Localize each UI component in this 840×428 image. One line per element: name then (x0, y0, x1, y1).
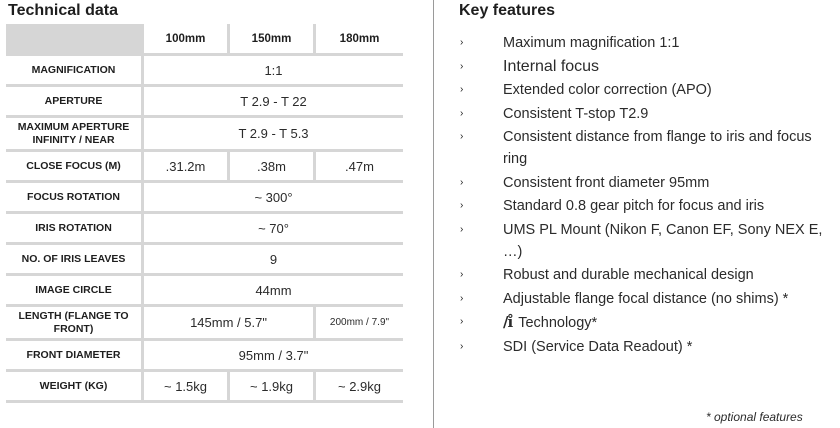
row-value: ~ 70° (144, 214, 403, 245)
table-row (6, 152, 403, 183)
table-row (6, 372, 403, 403)
table-header-row (6, 24, 403, 56)
row-value: .47m (316, 152, 403, 183)
row-value: .38m (230, 152, 316, 183)
list-item: › SDI (Service Data Readout) * (458, 336, 838, 358)
list-item: › Consistent front diameter 95mm (458, 172, 838, 194)
bullet-icon: › (460, 37, 464, 48)
table-row (6, 87, 403, 118)
table-row (6, 56, 403, 87)
list-item: › Maximum magnification 1:1 (458, 32, 838, 54)
bullet-icon: › (460, 176, 464, 188)
bullet-icon: › (460, 131, 464, 142)
row-value: 95mm / 3.7" (144, 341, 403, 372)
row-label: FRONT DIAMETER (6, 341, 144, 372)
table-row (6, 276, 403, 307)
bullet-icon: › (460, 316, 464, 327)
row-value: ~ 2.9kg (316, 372, 403, 403)
column-header: 180mm (316, 24, 403, 56)
row-value: ~ 300° (144, 183, 403, 214)
row-label: FOCUS ROTATION (6, 183, 144, 214)
row-label: NO. OF IRIS LEAVES (6, 245, 144, 276)
key-features-list (458, 32, 838, 359)
row-label: CLOSE FOCUS (M) (6, 152, 144, 183)
list-item: › UMS PL Mount (Nikon F, Canon EF, Sony NEX E, …) (458, 219, 838, 263)
row-value: 44mm (144, 276, 403, 307)
row-value: T 2.9 - T 22 (144, 87, 403, 118)
row-value: T 2.9 - T 5.3 (144, 118, 403, 152)
bullet-icon: › (460, 84, 464, 95)
table-corner (6, 24, 144, 56)
bullet-icon: › (460, 60, 464, 72)
row-value: 145mm / 5.7" (144, 307, 316, 341)
row-label: WEIGHT (KG) (6, 372, 144, 403)
list-item: › Extended color correction (APO) (458, 79, 838, 101)
bullet-icon: › (460, 223, 464, 235)
list-item: › /i̊ Technology* (460, 313, 598, 331)
list-item: › Standard 0.8 gear pitch for focus and iris (458, 195, 838, 217)
list-item: › Consistent T-stop T2.9 (458, 103, 838, 125)
table-row (6, 245, 403, 276)
table-row (6, 341, 403, 372)
bullet-icon: › (460, 107, 464, 119)
key-features-title: Key features (459, 2, 556, 19)
table-row (6, 183, 403, 214)
list-item: › Consistent distance from flange to iris and focus ring (458, 126, 838, 170)
section-divider (433, 0, 434, 428)
row-value: 1:1 (144, 56, 403, 87)
row-value: 200mm / 7.9" (316, 307, 403, 341)
row-label: IRIS ROTATION (6, 214, 144, 245)
row-label: IMAGE CIRCLE (6, 276, 144, 307)
row-label: APERTURE (6, 87, 144, 118)
column-header: 100mm (144, 24, 230, 56)
row-label: MAGNIFICATION (6, 56, 144, 87)
bullet-icon: › (460, 292, 464, 304)
bullet-icon: › (460, 340, 464, 352)
row-value: ~ 1.5kg (144, 372, 230, 403)
footnote: * optional features (706, 410, 803, 424)
list-item: › Adjustable flange focal distance (no shims) * (458, 288, 838, 310)
row-value: 9 (144, 245, 403, 276)
row-label: LENGTH (FLANGE TO FRONT) (6, 307, 144, 341)
row-value: ~ 1.9kg (230, 372, 316, 403)
row-value: .31.2m (144, 152, 230, 183)
technical-data-table (6, 24, 403, 403)
list-item: › Internal focus (458, 56, 838, 78)
table-row (6, 118, 403, 152)
column-header: 150mm (230, 24, 316, 56)
list-item: › Robust and durable mechanical design (458, 264, 838, 286)
table-row (6, 307, 403, 341)
technical-data-title: Technical data (8, 2, 118, 19)
table-row (6, 214, 403, 245)
technology-logo-icon: /i̊ (503, 313, 513, 331)
row-label: MAXIMUM APERTURE INFINITY / NEAR (6, 118, 144, 152)
bullet-icon: › (460, 200, 464, 211)
bullet-icon: › (460, 269, 464, 280)
